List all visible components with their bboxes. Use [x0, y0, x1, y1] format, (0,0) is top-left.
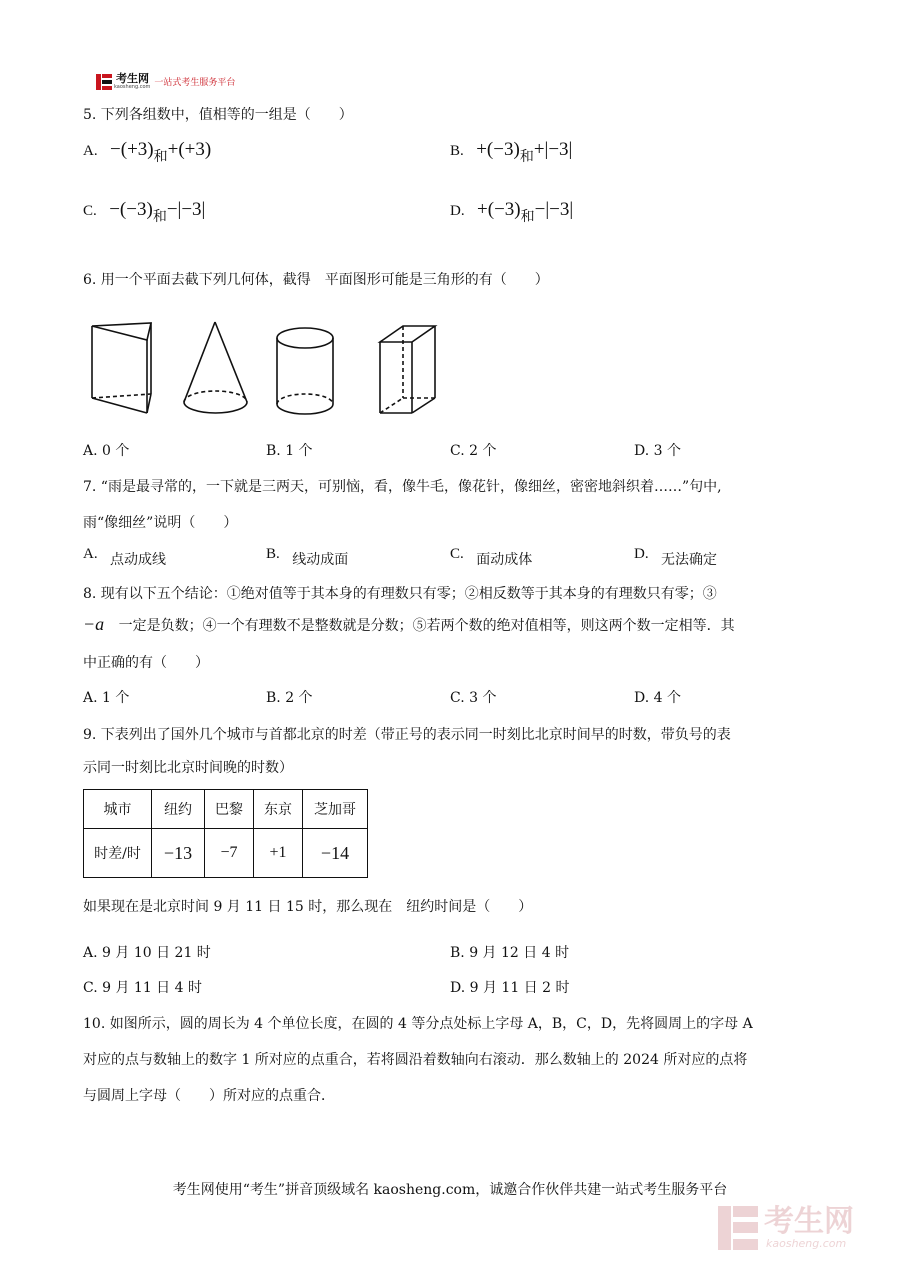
watermark-name: 考生网 [764, 1203, 854, 1239]
rectangular-prism-icon [380, 326, 435, 413]
table-cell: −14 [303, 829, 368, 878]
q10-line2: 对应的点与数轴上的数字 1 所对应的点重合，若将圆沿着数轴向右滚动．那么数轴上的 2024 所对应的点将 [83, 1052, 748, 1068]
table-row [84, 829, 368, 878]
q9-line2: 示同一时刻比北京时间晚的时数） [83, 760, 293, 776]
q7-option-c [450, 546, 532, 566]
q6-stem: 6. 用一个平面去截下列几何体，截得 平面图形可能是三角形的有（ ） [83, 272, 549, 288]
q7-option-c-text: 面动成体 [476, 552, 533, 568]
cone-icon [184, 322, 247, 413]
q5-option-a [83, 139, 212, 165]
q7-option-b [266, 546, 348, 566]
triangular-prism-icon [92, 323, 151, 413]
page-footer: 考生网使用“考生”拼音顶级域名 kaosheng.com，诚邀合作伙伴共建一站式考生服务平台 [172, 1182, 728, 1198]
q9-option-b: B. 9 月 12 日 4 时 [450, 945, 570, 961]
q7-option-b-letter: B. [266, 546, 280, 562]
q9-option-c: C. 9 月 11 日 4 时 [83, 980, 202, 996]
watermark-domain: kaosheng.com [766, 1236, 847, 1250]
table-cell: 巴黎 [205, 790, 254, 829]
watermark-logo [718, 1203, 854, 1250]
cylinder-icon [277, 328, 333, 414]
q7-option-d-text: 无法确定 [661, 552, 718, 568]
q7-option-d [634, 546, 717, 566]
table-cell: 城市 [84, 790, 152, 829]
q5-option-a-conj: 和 [153, 149, 168, 165]
time-difference-table [83, 789, 368, 878]
table-cell: 时差/时 [84, 829, 152, 878]
q6-option-c: C. 2 个 [450, 443, 497, 459]
q7-option-d-letter: D. [634, 546, 649, 562]
table-cell: −7 [205, 829, 254, 878]
table-cell: 纽约 [152, 790, 205, 829]
q5-option-b-conj: 和 [519, 149, 534, 165]
watermark-mark-icon [718, 1206, 758, 1250]
q7-option-a-text: 点动成线 [110, 552, 167, 568]
logo-tagline: 一站式考生服务平台 [154, 78, 236, 88]
q5-option-b [450, 139, 573, 165]
q6-solids-figure [80, 318, 450, 422]
site-logo [96, 73, 235, 90]
q6-option-a: A. 0 个 [83, 443, 130, 459]
q7-line1: 7. “雨是最寻常的，一下就是三两天，可别恼，看，像牛毛，像花针，像细丝，密密地斜织着……”句中, [83, 479, 722, 495]
logo-name: 考生网 [116, 72, 149, 85]
table-cell: 芝加哥 [303, 790, 368, 829]
q9-line1: 9. 下表列出了国外几个城市与首都北京的时差（带正号的表示同一时刻比北京时间早的时数，带负号的表 [83, 727, 731, 743]
q5-option-c-expr2: −|−3| [166, 199, 206, 220]
q7-line2: 雨“像细丝”说明（ ） [83, 515, 238, 531]
q8-math-neg-a: −a [83, 614, 105, 634]
q5-stem: 5. 下列各组数中，值相等的一组是（ ） [83, 107, 353, 123]
q9-option-a: A. 9 月 10 日 21 时 [83, 945, 211, 961]
q10-line1: 10. 如图所示，圆的周长为 4 个单位长度，在圆的 4 等分点处标上字母 A，B，C，D，先将圆周上的字母 A [83, 1016, 753, 1032]
table-cell: 东京 [254, 790, 303, 829]
q8-option-d: D. 4 个 [634, 690, 681, 706]
q5-option-b-expr1: +(−3) [476, 139, 520, 160]
q5-option-c-conj: 和 [152, 209, 167, 225]
q8-line2-wrap [83, 614, 735, 635]
q10-line3: 与圆周上字母（ ）所对应的点重合． [83, 1088, 335, 1104]
q5-option-d-expr2: −|−3| [534, 199, 574, 220]
q7-option-c-letter: C. [450, 546, 464, 562]
q6-option-d: D. 3 个 [634, 443, 681, 459]
q9-option-d: D. 9 月 11 日 2 时 [450, 980, 570, 996]
logo-mark-icon [96, 74, 112, 90]
q7-option-a-letter: A. [83, 546, 98, 562]
q7-option-b-text: 线动成面 [292, 552, 349, 568]
q5-option-a-expr1: −(+3) [110, 139, 154, 160]
q5-option-b-letter: B. [450, 143, 464, 159]
q5-option-c-letter: C. [83, 203, 97, 219]
q8-option-b: B. 2 个 [266, 690, 313, 706]
q5-option-d-letter: D. [450, 203, 465, 219]
table-header-row [84, 790, 368, 829]
q5-option-c-expr1: −(−3) [109, 199, 153, 220]
q5-option-d-conj: 和 [520, 209, 535, 225]
q8-line2: 一定是负数；④一个有理数不是整数就是分数；⑤若两个数的绝对值相等，则这两个数一定相等．其 [118, 618, 735, 634]
q8-option-c: C. 3 个 [450, 690, 497, 706]
table-cell: +1 [254, 829, 303, 878]
q8-line3: 中正确的有（ ） [83, 655, 209, 671]
q5-option-d-expr1: +(−3) [477, 199, 521, 220]
q5-option-a-letter: A. [83, 143, 98, 159]
q9-question: 如果现在是北京时间 9 月 11 日 15 时，那么现在 纽约时间是（ ） [83, 899, 533, 915]
q5-option-d [450, 199, 574, 225]
q5-option-c [83, 199, 206, 225]
q6-option-b: B. 1 个 [266, 443, 313, 459]
q7-option-a [83, 546, 166, 566]
table-cell: −13 [152, 829, 205, 878]
q8-line1: 8. 现有以下五个结论：①绝对值等于其本身的有理数只有零；②相反数等于其本身的有理数只有零；③ [83, 586, 717, 602]
logo-domain: kaosheng.com [114, 84, 151, 90]
q5-option-a-expr2: +(+3) [167, 139, 212, 160]
q8-option-a: A. 1 个 [83, 690, 130, 706]
q5-option-b-expr2: +|−3| [533, 139, 573, 160]
